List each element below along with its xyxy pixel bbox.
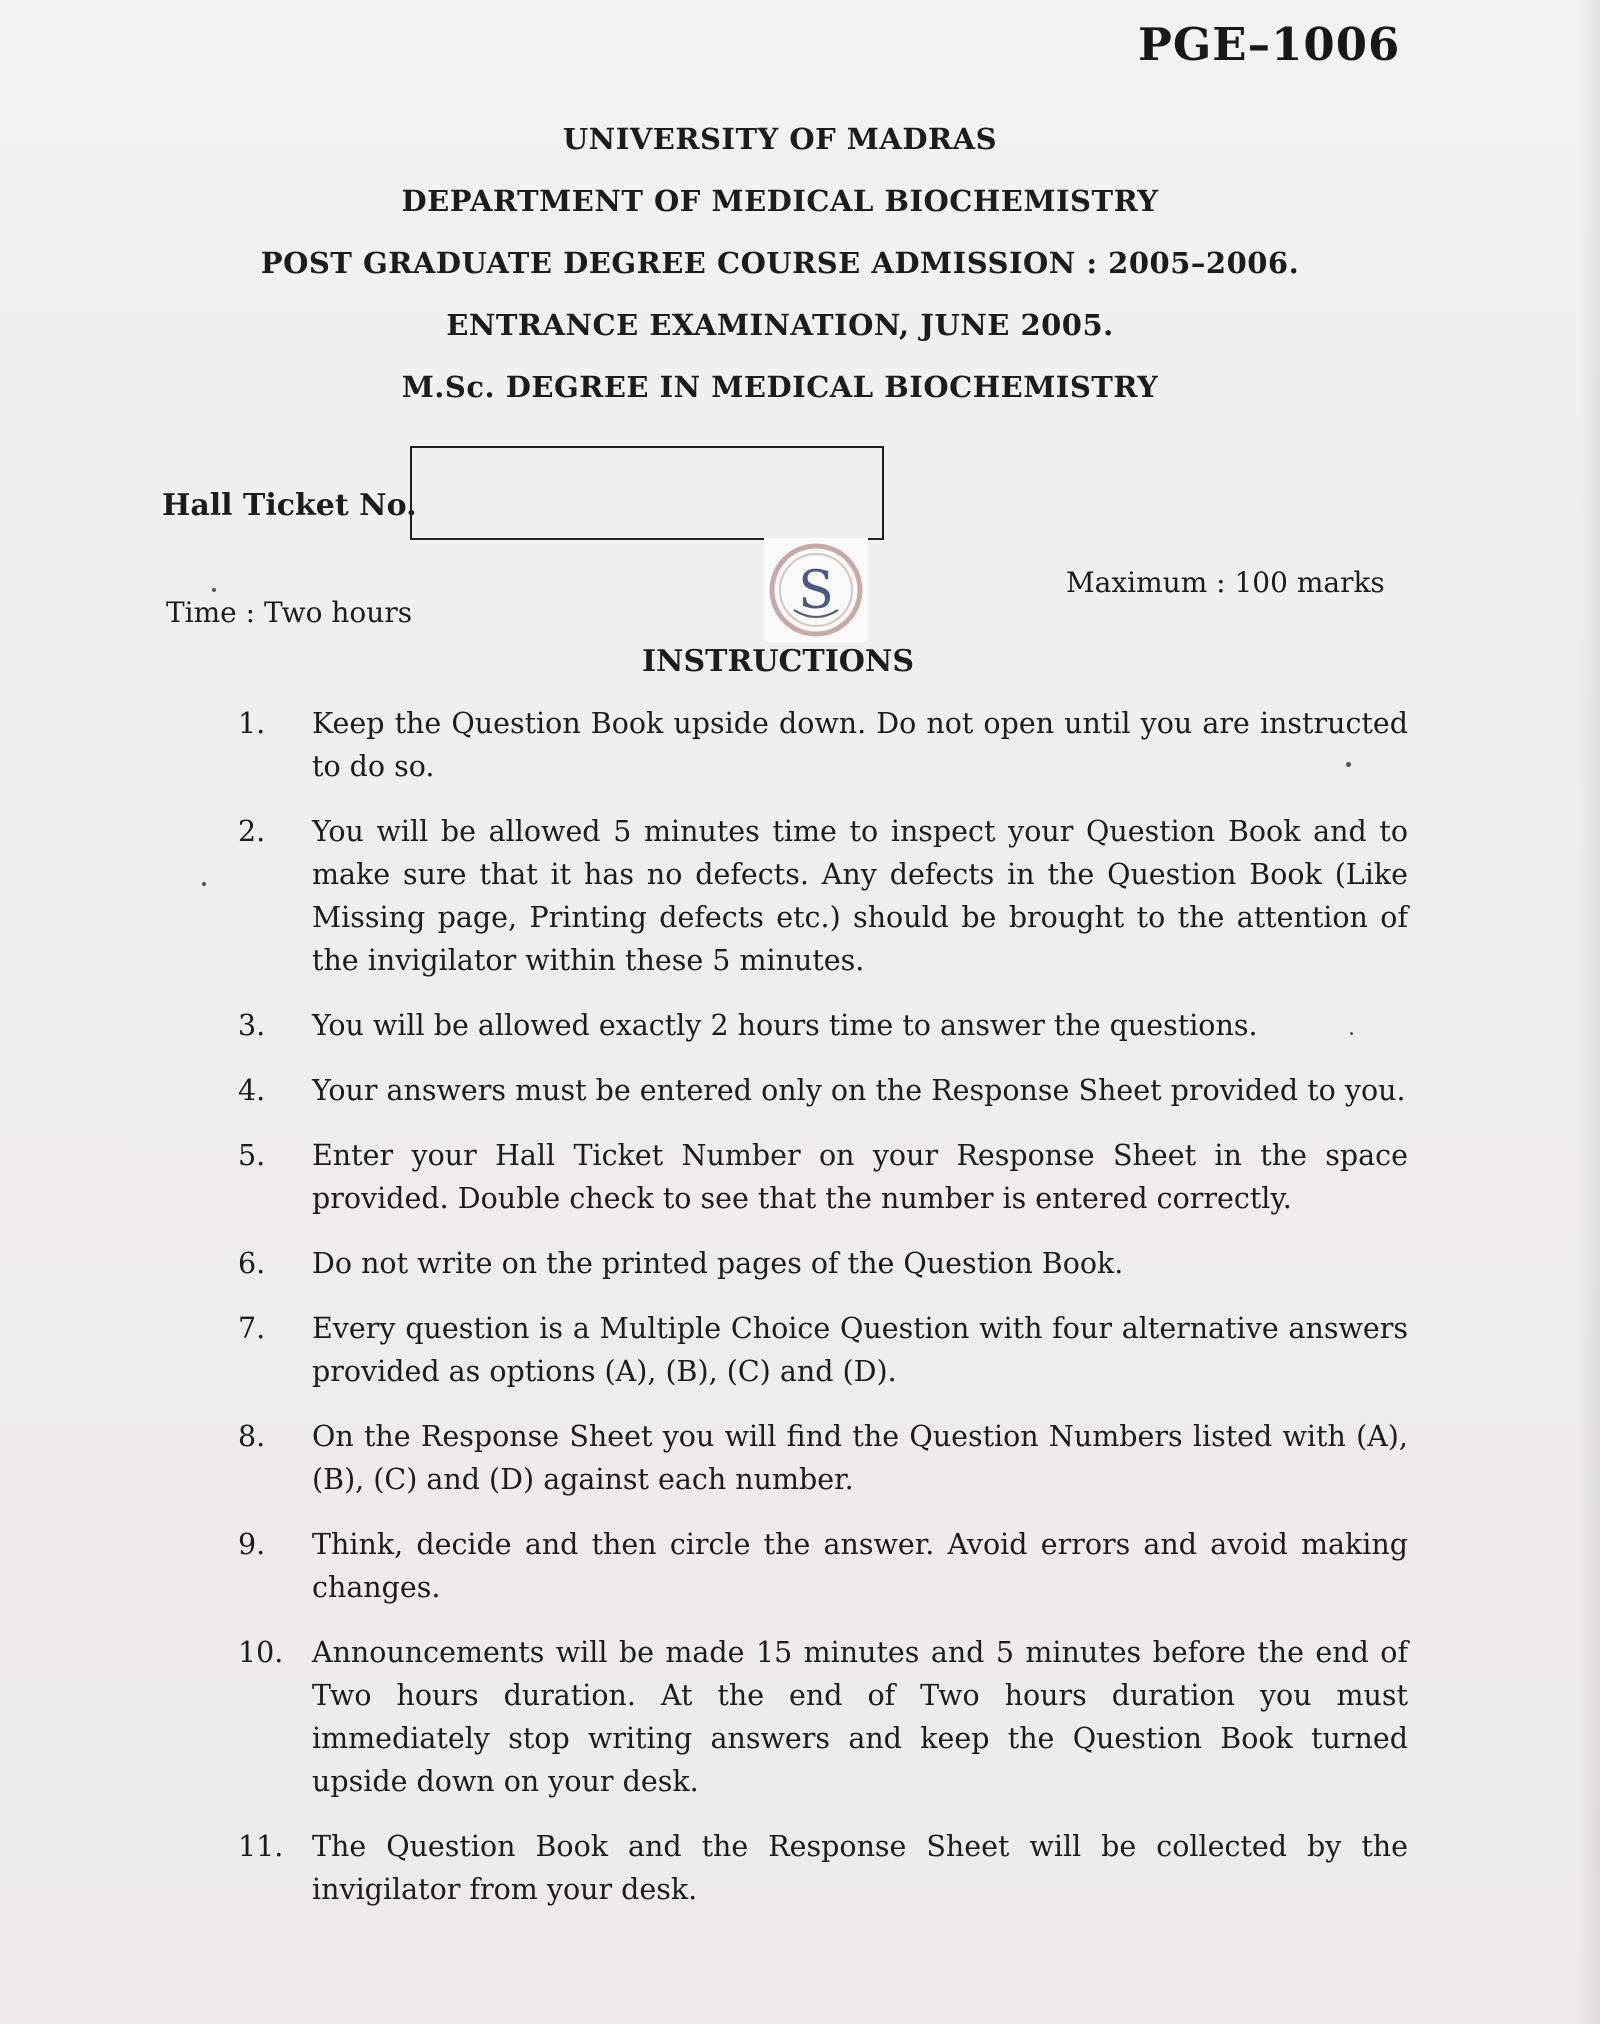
instruction-number: 4. <box>238 1074 266 1107</box>
paper-speck <box>1346 762 1351 767</box>
instruction-number: 6. <box>238 1247 266 1280</box>
instruction-item <box>238 1415 1408 1501</box>
instruction-text: Do not write on the printed pages of the Question Book. <box>312 1247 1124 1280</box>
paper-speck <box>212 588 216 592</box>
instruction-text: Your answers must be entered only on the Response Sheet provided to you. <box>312 1074 1406 1107</box>
instruction-item <box>238 1523 1408 1609</box>
paper-speck <box>1350 1032 1353 1035</box>
instruction-text: Every question is a Multiple Choice Question with four alternative answers provided as options (A), (B), (C) and (D). <box>312 1312 1408 1388</box>
instruction-item <box>238 1825 1408 1911</box>
seal-glyph: S <box>798 561 834 621</box>
instruction-item <box>238 1631 1408 1803</box>
instruction-text: Enter your Hall Ticket Number on your Response Sheet in the space provided. Double check to see that the number is entered correctly. <box>312 1139 1408 1215</box>
instruction-number: 3. <box>238 1009 266 1042</box>
department-heading: DEPARTMENT OF MEDICAL BIOCHEMISTRY <box>401 184 1159 218</box>
instruction-number: 2. <box>238 815 266 848</box>
hall-ticket-label: Hall Ticket No. <box>162 488 417 523</box>
instruction-number: 8. <box>238 1420 266 1453</box>
instruction-number: 10. <box>238 1636 284 1669</box>
instruction-item <box>238 702 1408 788</box>
instruction-text: The Question Book and the Response Sheet will be collected by the invigilator from your desk. <box>312 1830 1408 1906</box>
instruction-text: Think, decide and then circle the answer. Avoid errors and avoid making changes. <box>312 1528 1408 1604</box>
instruction-number: 9. <box>238 1528 266 1561</box>
exam-duration: Time : Two hours <box>166 596 413 629</box>
degree-heading: M.Sc. DEGREE IN MEDICAL BIOCHEMISTRY <box>401 370 1159 404</box>
instruction-item <box>238 1242 1408 1285</box>
university-heading: UNIVERSITY OF MADRAS <box>562 122 998 156</box>
instruction-item <box>238 1069 1408 1112</box>
instruction-item <box>238 1134 1408 1220</box>
instruction-item <box>238 1307 1408 1393</box>
instruction-text: You will be allowed 5 minutes time to inspect your Question Book and to make sure that it has no defects. Any defects in the Question Book (Like Missing page, Printing defects etc.) should be brought to the attention of the invigilator within these 5 minutes. <box>312 815 1408 977</box>
instructions-title: INSTRUCTIONS <box>642 644 914 679</box>
course-heading: POST GRADUATE DEGREE COURSE ADMISSION : 2005–2006. <box>260 246 1300 280</box>
instruction-number: 1. <box>238 707 266 740</box>
instruction-number: 7. <box>238 1312 266 1345</box>
instruction-number: 11. <box>238 1830 284 1863</box>
exam-heading: ENTRANCE EXAMINATION, JUNE 2005. <box>446 308 1114 342</box>
page-edge-shadow <box>1578 0 1600 2024</box>
hall-ticket-box[interactable] <box>410 446 884 540</box>
instruction-text: You will be allowed exactly 2 hours time to answer the questions. <box>312 1009 1258 1042</box>
instructions-list <box>238 702 1408 1933</box>
instruction-text: Keep the Question Book upside down. Do not open until you are instructed to do so. <box>312 707 1408 783</box>
instruction-text: On the Response Sheet you will find the Question Numbers listed with (A), (B), (C) and (D) against each number. <box>312 1420 1408 1496</box>
instruction-number: 5. <box>238 1139 266 1172</box>
instruction-item <box>238 810 1408 982</box>
university-seal-icon <box>764 538 868 642</box>
instruction-item <box>238 1004 1408 1047</box>
maximum-marks: Maximum : 100 marks <box>1066 566 1385 599</box>
instruction-text: Announcements will be made 15 minutes and 5 minutes before the end of Two hours duration. At the end of Two hours duration you must immediately stop writing answers and keep the Question Book turned upside down on your desk. <box>312 1636 1408 1798</box>
paper-code: PGE–1006 <box>1138 18 1401 71</box>
paper-speck <box>202 882 206 886</box>
